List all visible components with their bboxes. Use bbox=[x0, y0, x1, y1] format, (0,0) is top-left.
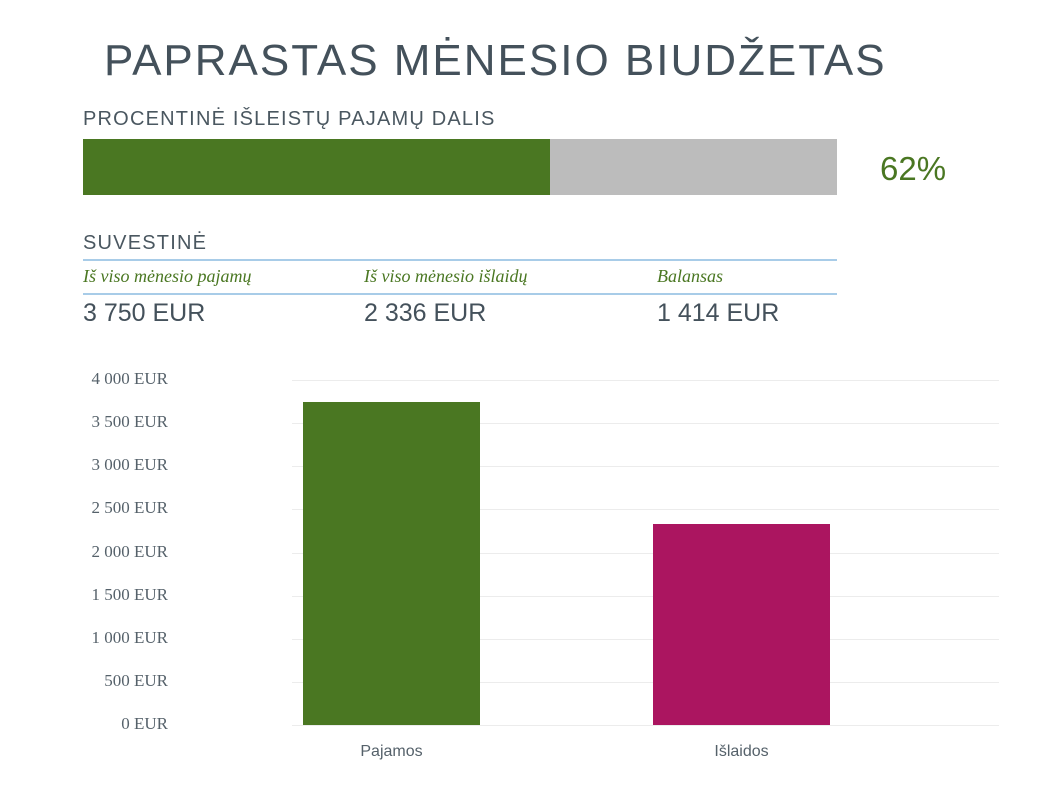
summary-value-expenses: 2 336 EUR bbox=[364, 299, 487, 327]
summary-value-income: 3 750 EUR bbox=[83, 299, 206, 327]
chart-y-tick-label: 1 500 EUR bbox=[91, 584, 168, 604]
chart-y-tick-label: 1 000 EUR bbox=[91, 627, 168, 647]
chart-bar bbox=[303, 402, 480, 725]
chart-gridline bbox=[292, 380, 999, 381]
chart-y-tick-label: 500 EUR bbox=[104, 670, 168, 690]
percent-spent-progress-fill bbox=[83, 139, 550, 195]
chart-y-tick-label: 2 000 EUR bbox=[91, 541, 168, 561]
chart-category-label: Išlaidos bbox=[714, 743, 769, 760]
percent-spent-label: PROCENTINĖ IŠLEISTŲ PAJAMŲ DALIS bbox=[83, 108, 496, 130]
chart-category-label: Pajamos bbox=[360, 743, 423, 760]
summary-header-expenses: Iš viso mėnesio išlaidų bbox=[364, 266, 528, 286]
summary-rule-bottom bbox=[83, 293, 837, 295]
chart-bar bbox=[653, 524, 830, 725]
summary-header-income: Iš viso mėnesio pajamų bbox=[83, 266, 252, 286]
chart-y-tick-label: 4 000 EUR bbox=[91, 369, 168, 388]
chart-gridline bbox=[292, 725, 999, 726]
summary-header-balance: Balansas bbox=[657, 266, 724, 286]
chart-y-tick-label: 2 500 EUR bbox=[91, 498, 168, 518]
chart-y-tick-label: 0 EUR bbox=[121, 714, 168, 733]
summary-rule-top bbox=[83, 259, 837, 261]
summary-label: SUVESTINĖ bbox=[83, 232, 208, 254]
chart-y-tick-label: 3 000 EUR bbox=[91, 455, 168, 475]
budget-bar-chart bbox=[83, 360, 953, 770]
summary-value-balance: 1 414 EUR bbox=[657, 299, 780, 327]
percent-spent-progress-track bbox=[83, 139, 837, 195]
page-title: PAPRASTAS MĖNESIO BIUDŽETAS bbox=[104, 36, 887, 85]
chart-y-tick-label: 3 500 EUR bbox=[91, 412, 168, 432]
percent-spent-value: 62% bbox=[880, 150, 947, 187]
